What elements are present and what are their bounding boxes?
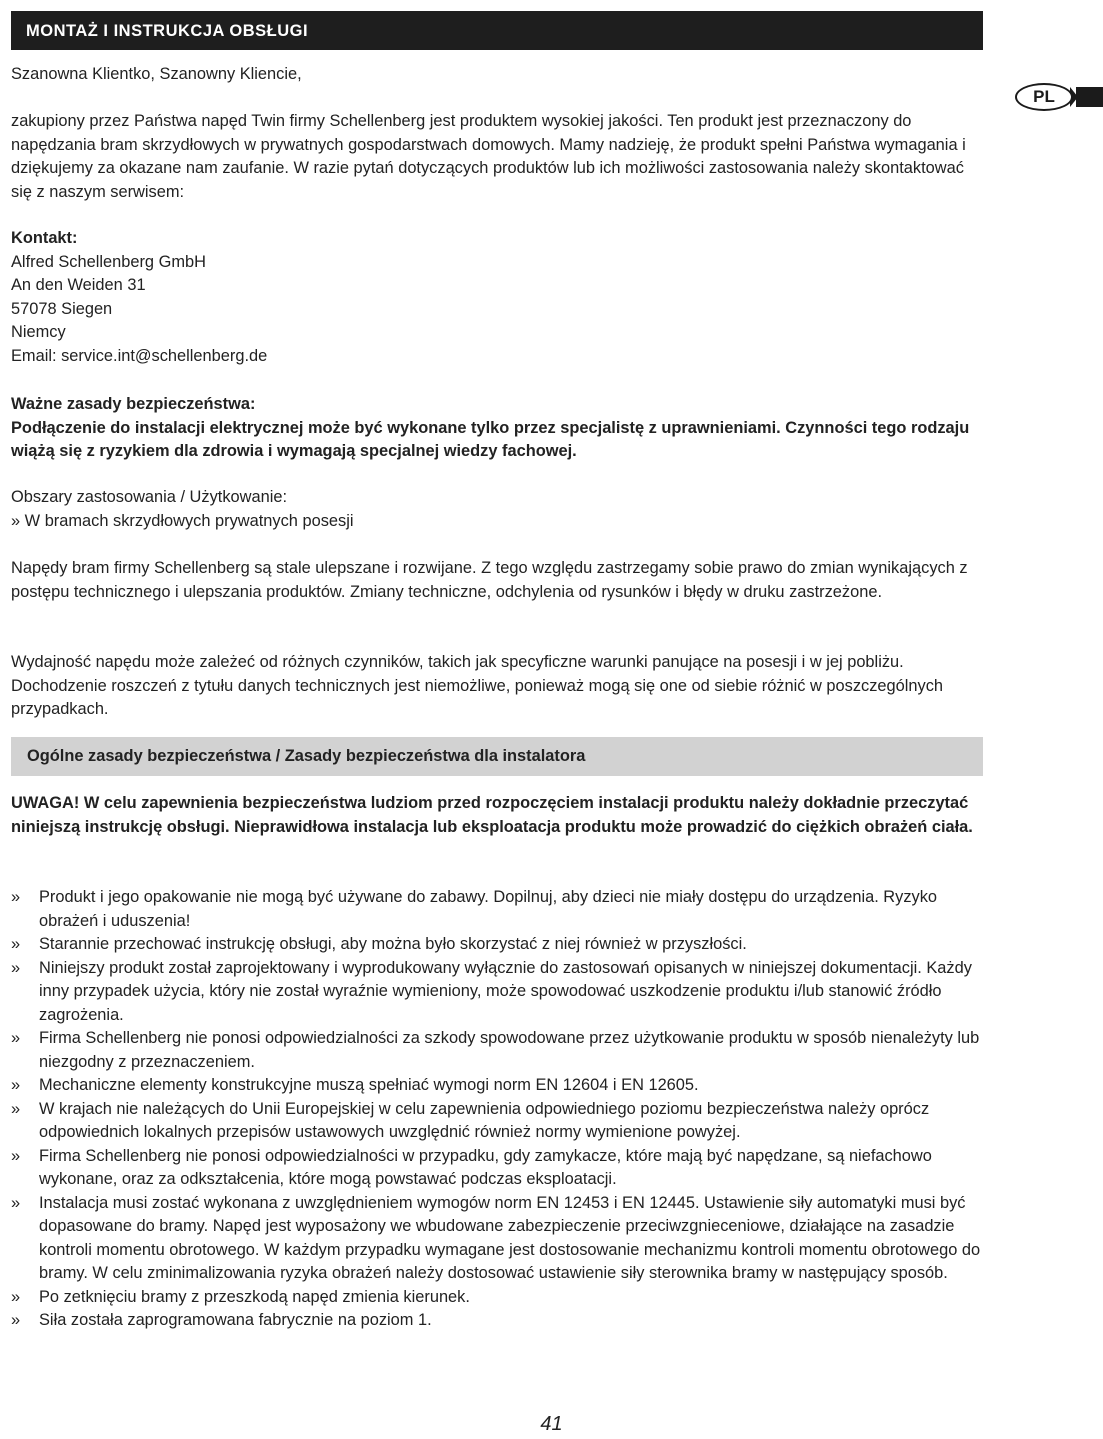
list-item: » Instalacja musi zostać wykonana z uwzględnieniem wymogów norm EN 12453 i EN 12445. Ustawienie siły automatyki musi być dopasowane do bramy. Napęd jest wyposażony we wbudowane zabezpieczenie przeciwzgnieceniowe, działające na zasadzie kontroli momentu obrotowego. W każdym przypadku wymagane jest dostosowanie mechanizmu kontroli momentu obrotowego do bramy. W celu zminimalizowania ryzyka obrażeń należy dostosować ustawienie siły sterownika bramy w następujący sposób. xyxy=(11,1192,996,1286)
contact-heading: Kontakt: xyxy=(11,229,78,247)
list-item: » Niniejszy produkt został zaprojektowany i wyprodukowany wyłącznie do zastosowań opisanych w niniejszej dokumentacji. Każdy inny przypadek użycia, który nie został wyraźnie wymieniony, może spowodować uszkodzenie produktu i/lub stanowić źródło zagrożenia. xyxy=(11,957,996,1028)
improvements-text: Napędy bram firmy Schellenberg są stale ulepszane i rozwijane. Z tego względu zastrzegamy sobie prawo do zmian wynikających z postępu technicznego i ulepszania produktów. Zmiany techniczne, odchylenia od rysunków i błędy w druku zastrzeżone. xyxy=(11,559,968,601)
page-number: 41 xyxy=(540,1413,563,1435)
contact-company: Alfred Schellenberg GmbH xyxy=(11,252,206,271)
intro-text: zakupiony przez Państwa napęd Twin firmy Schellenberg jest produktem wysokiej jakości. Ten produkt jest przeznaczony do napędzania bram skrzydłowych w prywatnych gospodarstwach domowych. Mamy nadzieję, że produkt spełni Państwa wymagania i dziękujemy za okazane nam zaufanie. W razie pytań dotyczących produktów lub ich możliwości zastosowania należy skontaktować się z naszym serwisem: xyxy=(11,112,966,201)
warning-block xyxy=(11,792,981,839)
list-item: » W krajach nie należących do Unii Europejskiej w celu zapewnienia odpowiedniego poziomu bezpieczeństwa należy oprócz odpowiednich lokalnych przepisów ustawowych uwzględnić również normy wymienione powyżej. xyxy=(11,1098,996,1145)
language-code: PL xyxy=(1015,83,1073,111)
areas-heading: Obszary zastosowania / Użytkowanie: xyxy=(11,488,288,506)
badge-bar xyxy=(1076,87,1103,107)
language-badge xyxy=(1012,82,1103,112)
application-areas xyxy=(11,486,991,533)
list-item: » Po zetknięciu bramy z przeszkodą napęd zmienia kierunek. xyxy=(11,1286,996,1310)
list-item: » Produkt i jego opakowanie nie mogą być używane do zabawy. Dopilnuj, aby dzieci nie miały dostępu do urządzenia. Ryzyko obrażeń i uduszenia! xyxy=(11,886,996,933)
list-item: » Firma Schellenberg nie ponosi odpowiedzialności za szkody spowodowane przez użytkowanie produktu w sposób nienależyty lub niezgodny z przeznaczeniem. xyxy=(11,1027,996,1074)
safety-bullet-list xyxy=(11,886,996,1333)
list-item: » Siła została zaprogramowana fabrycznie na poziom 1. xyxy=(11,1309,996,1333)
contact-city: 57078 Siegen xyxy=(11,299,113,318)
list-item: » Starannie przechować instrukcję obsługi, aby można było skorzystać z niej również w przyszłości. xyxy=(11,933,996,957)
intro-paragraph xyxy=(11,110,981,204)
contact-block xyxy=(11,227,991,368)
improvements-paragraph xyxy=(11,557,971,604)
safety-heading: Ważne zasady bezpieczeństwa: xyxy=(11,395,256,413)
contact-country: Niemcy xyxy=(11,323,66,341)
performance-text: Wydajność napędu może zależeć od różnych czynników, takich jak specyficzne warunki panujące na posesji i w jej pobliżu. Dochodzenie roszczeń z tytułu danych technicznych jest niemożliwe, ponieważ mogą się one od siebie różnić w poszczególnych przypadkach. xyxy=(11,653,944,718)
safety-text: Podłączenie do instalacji elektrycznej może być wykonane tylko przez specjalistę z uprawnieniami. Czynności tego rodzaju wiążą się z ryzykiem dla zdrowia i wymagają specjalnej wiedzy fachowej. xyxy=(11,418,970,460)
contact-email: Email: service.int@schellenberg.de xyxy=(11,346,268,365)
safety-block xyxy=(11,393,986,464)
warning-text: UWAGA! W celu zapewnienia bezpieczeństwa ludziom przed rozpoczęciem instalacji produktu należy dokładnie przeczytać niniejszą instrukcję obsługi. Nieprawidłowa instalacja lub eksploatacja produktu może prowadzić do ciężkich obrażeń ciała. xyxy=(11,794,973,836)
list-item: » Mechaniczne elementy konstrukcyjne muszą spełniać wymogi norm EN 12604 i EN 12605. xyxy=(11,1074,996,1098)
contact-street: An den Weiden 31 xyxy=(11,276,146,294)
section-heading: Ogólne zasady bezpieczeństwa / Zasady bezpieczeństwa dla instalatora xyxy=(11,737,983,776)
list-item: » Firma Schellenberg nie ponosi odpowiedzialności w przypadku, gdy zamykacze, które mają być napędzane, są niefachowo wykonane, oraz za odkształcenia, które mogą powstawać podczas eksploatacji. xyxy=(11,1145,996,1192)
page-title: MONTAŻ I INSTRUKCJA OBSŁUGI xyxy=(11,11,983,50)
performance-paragraph xyxy=(11,651,991,722)
greeting-text: Szanowna Klientko, Szanowny Kliencie, xyxy=(11,65,302,83)
areas-item: » W bramach skrzydłowych prywatnych posesji xyxy=(11,511,354,530)
greeting xyxy=(11,63,991,87)
